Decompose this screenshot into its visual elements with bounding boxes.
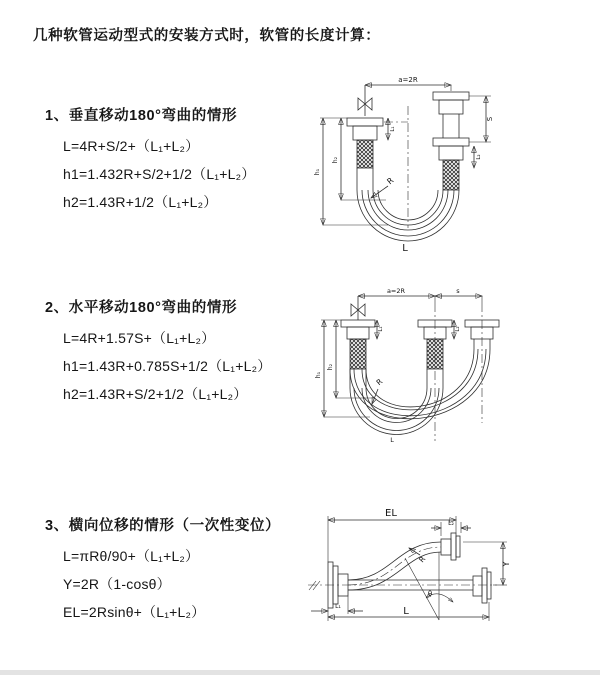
dim-label-a2r: a=2R — [398, 76, 418, 84]
d2-dim-l1 — [377, 320, 384, 339]
dim-label-l1: L₁ — [335, 603, 341, 610]
formula-line: L=4R+1.57S+（L₁+L₂） — [63, 330, 216, 346]
d3-dim-l1 — [311, 596, 363, 614]
d2-top-dimension — [358, 287, 482, 303]
dim-label-h2: h₂ — [327, 363, 334, 371]
d2-hose-u-position2 — [350, 349, 490, 419]
formula-line: L=4R+S/2+（L₁+L₂） — [63, 138, 200, 154]
d2-dim-l2 — [454, 320, 461, 339]
formula-line: EL=2Rsinθ+（L₁+L₂） — [63, 604, 206, 620]
diagram-lateral-displacement — [303, 502, 595, 660]
page-title: 几种软管运动型式的安装方式时，软管的长度计算： — [33, 28, 381, 44]
formula-line: h1=1.43R+0.785S+1/2（L₁+L₂） — [63, 358, 272, 374]
d1-dim-l1 — [388, 118, 396, 140]
scan-edge — [0, 670, 600, 675]
d1-right-riser — [433, 92, 469, 190]
d2-riser-left — [341, 320, 375, 388]
dim-label-l2: L₂ — [455, 326, 461, 332]
valve-icon — [358, 85, 372, 116]
valve-icon — [351, 296, 365, 320]
radius-label: R — [374, 376, 385, 388]
diagram-horizontal-180-bend — [312, 283, 592, 455]
d1-radius-callout — [371, 176, 396, 198]
dim-label-h2: h₂ — [332, 156, 339, 164]
d3-right-flange — [473, 568, 491, 603]
section-3 — [45, 514, 280, 626]
dim-label-h1: h₁ — [314, 168, 321, 176]
dim-label-h1: h₁ — [315, 371, 322, 379]
centerline-break-mark — [309, 581, 320, 590]
section2-heading: 2、水平移动180°弯曲的情形 — [45, 300, 238, 316]
dim-label-l1: L₁ — [378, 326, 384, 332]
diagram-vertical-180-bend — [308, 70, 553, 258]
formula-line: Y=2R（1-cosθ） — [63, 576, 171, 592]
section1-heading: 1、垂直移动180°弯曲的情形 — [45, 108, 238, 124]
dim-label-l2: L₂ — [448, 520, 454, 527]
formula-line: h2=1.43R+S/2+1/2（L₁+L₂） — [63, 386, 248, 402]
formula-line: h1=1.432R+S/2+1/2（L₁+L₂） — [63, 166, 256, 182]
d2-hose-u-position1 — [350, 388, 443, 435]
d1-top-dimension — [365, 76, 451, 91]
d1-dims-right — [469, 96, 494, 168]
d3-dim-y — [463, 542, 512, 585]
section3-heading: 3、横向位移的情形（一次性变位） — [45, 518, 281, 534]
formula-line: L=πRθ/90+（L₁+L₂） — [63, 548, 200, 564]
d3-dim-l — [328, 602, 489, 621]
theta-label: θ — [427, 590, 433, 598]
d3-raised-flange — [441, 533, 460, 560]
dim-label-l1: L₁ — [390, 126, 396, 132]
d3-hose-s-curve — [348, 542, 441, 590]
dim-label-l2: L₂ — [476, 154, 482, 160]
radius-label: R — [385, 175, 396, 187]
dim-label-a2r: a=2R — [386, 287, 406, 295]
section-2 — [45, 296, 271, 408]
radius-label: R — [416, 554, 428, 565]
section-1 — [45, 104, 255, 216]
dim-label-s: s — [456, 287, 460, 295]
dim-label-l: L — [403, 606, 409, 617]
dim-label-el: EL — [385, 508, 397, 519]
d3-angle-construction — [405, 552, 453, 620]
length-label: L — [390, 436, 394, 444]
d1-left-riser — [347, 118, 383, 190]
dim-label-s: S — [486, 116, 494, 122]
dim-label-y: Y — [502, 561, 512, 567]
length-label: L — [402, 243, 408, 254]
d3-dim-el — [328, 508, 456, 562]
formula-line: h2=1.43R+1/2（L₁+L₂） — [63, 194, 218, 210]
